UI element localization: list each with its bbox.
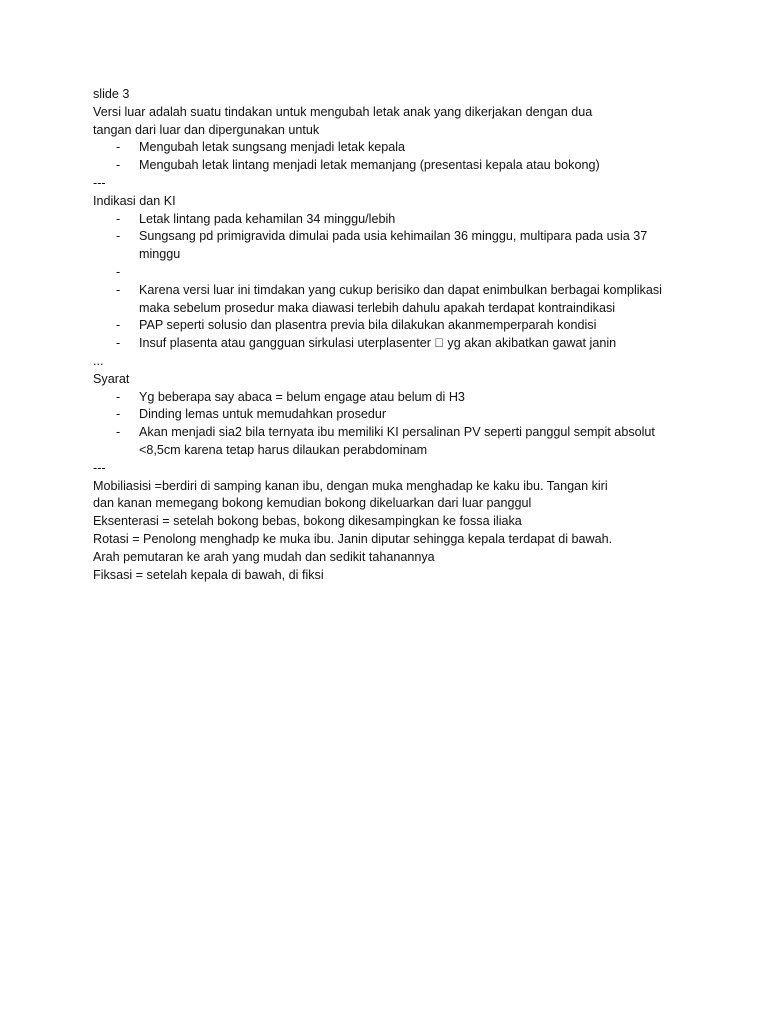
- syarat-bullet-list: [93, 389, 693, 460]
- rotasi-line-1: Rotasi = Penolong menghadp ke muka ibu. Janin diputar sehingga kepala terdapat di bawah.: [93, 531, 613, 546]
- list-item: [93, 317, 693, 335]
- bullet-text: Mengubah letak lintang menjadi letak memanjang (presentasi kepala atau bokong): [139, 158, 600, 173]
- list-item: [93, 389, 693, 407]
- slide-label: slide 3: [93, 87, 130, 101]
- document-body: [93, 86, 693, 584]
- mobilisasi-line-2: dan kanan memegang bokong kemudian bokong dikeluarkan dari luar panggul: [93, 496, 532, 511]
- intro-bullet-list: [93, 139, 693, 175]
- bullet-text-empty: [139, 264, 679, 282]
- separator: ...: [93, 353, 104, 368]
- bullet-text: Karena versi luar ini timdakan yang cukup berisiko dan dapat enimbulkan berbagai komplikasi maka sebelum prosedur maka diawasi terlebih dahulu apakah terdapat kontraindikasi: [139, 282, 662, 315]
- eksenterasi-line: Eksenterasi = setelah bokong bebas, bokong dikesampingkan ke fossa iliaka: [93, 514, 522, 529]
- list-item: [93, 228, 693, 264]
- bullet-text: Mengubah letak sungsang menjadi letak kepala: [139, 140, 406, 155]
- bullet-dash: -: [116, 336, 121, 351]
- list-item: [93, 264, 693, 282]
- bullet-dash: -: [116, 407, 121, 422]
- bullet-text: Dinding lemas untuk memudahkan prosedur: [139, 407, 387, 422]
- bullet-dash: -: [116, 211, 121, 226]
- bullet-dash: -: [116, 264, 121, 279]
- bullet-dash: -: [116, 318, 121, 333]
- bullet-text: Akan menjadi sia2 bila ternyata ibu memiliki KI persalinan PV seperti panggul sempit absolut <8,5cm karena tetap harus dilaukan perabdominam: [139, 425, 655, 457]
- mobilisasi-line-1: Mobiliasisi =berdiri di samping kanan ibu, dengan muka menghadap ke kaku ibu. Tangan kiri: [93, 478, 608, 493]
- fiksasi-line: Fiksasi = setelah kepala di bawah, di fiksi: [93, 567, 324, 582]
- list-item: [93, 335, 693, 353]
- bullet-dash: -: [116, 425, 121, 440]
- list-item: [93, 139, 693, 157]
- list-item: [93, 424, 693, 460]
- bullet-text: PAP seperti solusio dan plasentra previa bila dilakukan akanmemperparah kondisi: [139, 318, 597, 333]
- indikasi-heading: Indikasi dan KI: [93, 193, 176, 208]
- list-item: [93, 211, 693, 229]
- list-item: [93, 157, 693, 175]
- rotasi-line-2: Arah pemutaran ke arah yang mudah dan sedikit tahanannya: [93, 549, 435, 564]
- bullet-text: Letak lintang pada kehamilan 34 minggu/lebih: [139, 211, 396, 226]
- separator: ---: [93, 175, 106, 190]
- intro-line-1: Versi luar adalah suatu tindakan untuk mengubah letak anak yang dikerjakan dengan dua: [93, 104, 593, 119]
- list-item: [93, 282, 693, 318]
- separator: ---: [93, 460, 106, 475]
- bullet-text: Yg beberapa say abaca = belum engage atau belum di H3: [139, 389, 465, 404]
- bullet-dash: -: [116, 389, 121, 404]
- bullet-dash: -: [116, 229, 121, 244]
- bullet-dash: -: [116, 140, 121, 155]
- bullet-text: Sungsang pd primigravida dimulai pada usia kehimailan 36 minggu, multipara pada usia 37 minggu: [139, 229, 648, 262]
- bullet-text: Insuf plasenta atau gangguan sirkulasi uterplasenter yg akan akibatkan gawat janin: [139, 336, 604, 351]
- intro-line-2: tangan dari luar dan dipergunakan untuk: [93, 122, 320, 137]
- bullet-dash: -: [116, 158, 121, 173]
- indikasi-bullet-list: [93, 211, 693, 353]
- syarat-heading: Syarat: [93, 371, 130, 386]
- bullet-dash: -: [116, 282, 121, 297]
- list-item: [93, 406, 693, 424]
